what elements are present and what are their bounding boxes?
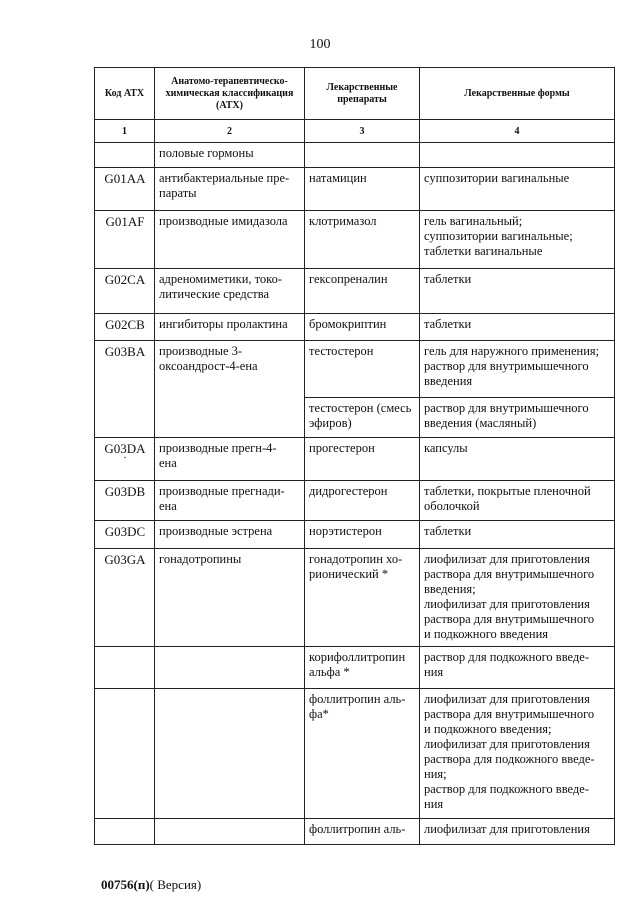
atx-code xyxy=(95,819,155,845)
atx-code: G03DB xyxy=(95,481,155,521)
header-code: Код АТХ xyxy=(95,68,155,120)
atx-group: производные прегнади- ена xyxy=(155,481,305,521)
table-row xyxy=(95,314,615,341)
dosage-forms: суппозитории вагинальные xyxy=(420,168,615,211)
dosage-forms: гель вагинальный; суппозитории вагинальные; таблетки вагинальные xyxy=(420,211,615,269)
table-row xyxy=(95,521,615,549)
atx-code: G01AF xyxy=(95,211,155,269)
atx-group xyxy=(155,689,305,819)
dosage-forms xyxy=(420,143,615,168)
header-dosage-forms: Лекарственные формы xyxy=(420,68,615,120)
atx-group xyxy=(155,819,305,845)
atx-code: G01AA xyxy=(95,168,155,211)
atx-group: половые гормоны xyxy=(155,143,305,168)
atx-group xyxy=(155,647,305,689)
dosage-forms: капсулы xyxy=(420,438,615,481)
drug-name: дидрогестерон xyxy=(305,481,420,521)
atx-drug-table xyxy=(94,67,615,845)
footer-code: 00756(п) xyxy=(101,877,150,892)
atx-code: G03DA · xyxy=(95,438,155,481)
drug-name: фоллитропин аль- фа* xyxy=(305,689,420,819)
atx-group: гонадотропины xyxy=(155,549,305,647)
dosage-forms: таблетки xyxy=(420,521,615,549)
atx-group: производные эстрена xyxy=(155,521,305,549)
column-number: 1 xyxy=(95,120,155,143)
footer-version: ( Версия) xyxy=(149,877,202,892)
table-row xyxy=(95,481,615,521)
column-number: 3 xyxy=(305,120,420,143)
drug-name: бромокриптин xyxy=(305,314,420,341)
header-atx-classification: Анатомо-терапевтическо-химическая классификация (АТХ) xyxy=(155,68,305,120)
header-drugs: Лекарственные препараты xyxy=(305,68,420,120)
dosage-forms: таблетки, покрытые пленочной оболочкой xyxy=(420,481,615,521)
table-row xyxy=(95,689,615,819)
dosage-forms: таблетки xyxy=(420,314,615,341)
atx-code xyxy=(95,689,155,819)
table-row xyxy=(95,143,615,168)
dosage-forms: таблетки xyxy=(420,269,615,314)
drug-name: натамицин xyxy=(305,168,420,211)
atx-code xyxy=(95,143,155,168)
drug-name: фоллитропин аль- xyxy=(305,819,420,845)
table-row xyxy=(95,549,615,647)
drug-name: гонадотропин хо- рионический * xyxy=(305,549,420,647)
atx-code: G03GA xyxy=(95,549,155,647)
drug-name: гексопреналин xyxy=(305,269,420,314)
dosage-forms: гель для наружного применения; раствор для внутримышечного введения xyxy=(420,341,615,398)
drug-name: корифоллитропин альфа * xyxy=(305,647,420,689)
dosage-forms: лиофилизат для приготовления раствора для внутримышечного и подкожного введения; лиофилизат для приготовления раствора для подкожного введе- ния; раствор для подкожного введе- ния xyxy=(420,689,615,819)
atx-group: антибактериальные пре- параты xyxy=(155,168,305,211)
table-row xyxy=(95,438,615,481)
table-header-row xyxy=(95,68,615,120)
column-number: 4 xyxy=(420,120,615,143)
atx-code: G03DC xyxy=(95,521,155,549)
atx-code: G02CA xyxy=(95,269,155,314)
drug-name xyxy=(305,143,420,168)
table-row xyxy=(95,168,615,211)
dosage-forms: раствор для внутримышечного введения (масляный) xyxy=(420,398,615,438)
dosage-forms: раствор для подкожного введе- ния xyxy=(420,647,615,689)
table-row xyxy=(95,269,615,314)
drug-name: тестостерон (смесь эфиров) xyxy=(305,398,420,438)
atx-group: ингибиторы пролактина xyxy=(155,314,305,341)
drug-name: тестостерон xyxy=(305,341,420,398)
table-row xyxy=(95,341,615,398)
document-footer xyxy=(101,877,201,893)
drug-name: клотримазол xyxy=(305,211,420,269)
page-number: 100 xyxy=(309,37,331,52)
column-number-row xyxy=(95,120,615,143)
atx-code: G02CB xyxy=(95,314,155,341)
drug-name: норэтистерон xyxy=(305,521,420,549)
dosage-forms: лиофилизат для приготовления раствора для внутримышечного введения; лиофилизат для приготовления раствора для внутримышечного и подкожного введения xyxy=(420,549,615,647)
atx-code: G03BA xyxy=(95,341,155,438)
dosage-forms: лиофилизат для приготовления xyxy=(420,819,615,845)
atx-group: производные имидазола xyxy=(155,211,305,269)
atx-code xyxy=(95,647,155,689)
drug-name: прогестерон xyxy=(305,438,420,481)
table-row xyxy=(95,819,615,845)
atx-group: адреномиметики, токо- литические средства xyxy=(155,269,305,314)
column-number: 2 xyxy=(155,120,305,143)
table-row xyxy=(95,211,615,269)
table-row xyxy=(95,647,615,689)
atx-group: производные 3- оксоандрост-4-ена xyxy=(155,341,305,438)
atx-group: производные прегн-4- ена xyxy=(155,438,305,481)
